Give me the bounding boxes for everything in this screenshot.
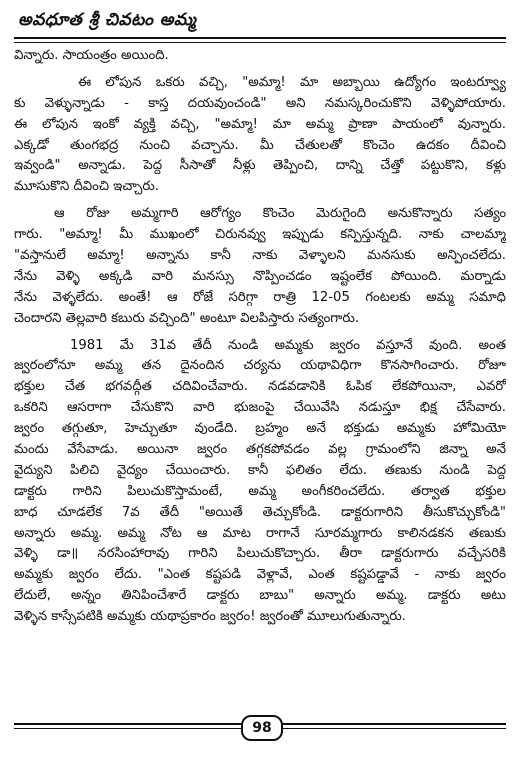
- text-line: మూసుకొని దీవించి ఇచ్చారు.: [14, 179, 159, 195]
- text-line: నేను వెళ్ళి అక్కడి వారి మనస్సు నొప్పించడం ఇష్టంలేక పోయింది. మర్నాడు: [14, 268, 506, 284]
- text-line: మందు వేసేవాడు. అయినా జ్వరం తగ్గకపోవడం వల్ల గ్రామంలోని జిన్నా అనే: [14, 442, 506, 458]
- text-line: డాక్టరు గారిని పిలుచుకొస్తామంటే, అమ్మ అంగీకరించలేదు. తర్వాత భక్తుల: [14, 483, 506, 499]
- text-line: గారు. "అమ్మా! మీ ముఖంలో చిరునవ్వు ఇప్పుడు కన్పిస్తున్నది. నాకు చాలమ్మా: [14, 227, 506, 243]
- page-footer: [14, 714, 506, 740]
- text-line: "వస్తానులే అమ్మా! అన్నాను కానీ నాకు వెళ్ళాలని మనసుకు అన్పించలేదు.: [14, 248, 506, 264]
- page-number: 98: [241, 715, 283, 741]
- text-line: ఈ లోపున ఒకరు వచ్చి, "అమ్మా! మా అబ్బాయి ఉద్యోగం ఇంటర్వ్యూ: [78, 74, 506, 90]
- text-line: జ్వరం తగ్గుతూ, హెచ్చుతూ వుండేది. బ్రహ్మం అనే భక్తుడు అమ్మకు హోమియో: [14, 421, 506, 437]
- paragraph: [14, 73, 506, 198]
- text-line: అమ్మకు జ్వరం లేదు. "ఎంత కష్టపడి వెళ్లావే, ఎంత కష్టపడ్డావే - నాకు జ్వరం: [14, 567, 506, 583]
- text-line: వెళ్ళిన కాస్సేపటికి అమ్మకు యథాప్రకారం జ్వరం! జ్వరంతో మూలుగుతున్నారు.: [14, 609, 406, 625]
- text-line: లేదులే, అన్నం తినిపించేశారే డాక్టరు బాబు" అన్నారు అమ్మ. డాక్టరు అటు: [14, 588, 506, 604]
- text-line: బాధ చూడలేక 7వ తేదీ "అయితే తెచ్చుకోండి. డాక్టరుగారిని తీసుకొచ్చుకోండి": [14, 504, 506, 520]
- text-line: వైద్యుని పిలిచి వైద్యం చేయించారు. కానీ ఫలితం లేదు. తణుకు నుండి పెద్ద: [14, 462, 506, 478]
- text-line: ఒకరిని ఆసరాగా చేసుకొని వారి భుజంపై చేయివేసి నడుస్తూ భిక్ష చేసేవారు.: [14, 400, 506, 416]
- text-line: భక్తుల చేత భగవద్గీత చదివించేవారు. నడవడానికి ఓపిక లేకపోయినా, ఎవరో: [14, 379, 506, 395]
- paragraph: [14, 204, 506, 329]
- paragraph: [14, 336, 506, 628]
- text-line: ఈ లోపున ఇంకో వ్యక్తి వచ్చి, "అమ్మా! మా అమ్మ ప్రాణా పాయంలో వున్నారు.: [14, 116, 506, 132]
- header-rule-thick: [14, 37, 506, 39]
- text-line: నేను వెళ్ళలేదు. అంతే! ఆ రోజే సరిగ్గా రాత్రి 12-05 గంటలకు అమ్మ సమాధి: [14, 289, 506, 305]
- text-line: ఆ రోజు అమ్మగారి ఆరోగ్యం కొంచెం మెరుగైంది అనుకొన్నారు సత్యం: [54, 206, 506, 222]
- text-line: వెళ్ళి డా॥ నరసింహారావు గారిని పిలుచుకొచ్చారు. తీరా డాక్టరుగారు వచ్చేసరికి: [14, 546, 506, 562]
- text-line: ఎక్కడో తుంగభద్ర నుంచి వచ్చాను. మీ చేతులతో కొంచెం ఉదకం దీవించి: [14, 137, 506, 153]
- text-line: చెందారని తెల్లవారి కబురు వచ్చింది" అంటూ విలపిస్తారు సత్యంగారు.: [14, 310, 360, 326]
- header-title: అవధూత శ్రీ చివటం అమ్మ: [18, 10, 197, 30]
- text-line: కు వెళ్ళున్నాడు - కాస్త దయవుంచండి" అని నమస్కరించుకొని వెళ్ళిపోయారు.: [14, 95, 506, 111]
- running-header: [14, 8, 506, 38]
- text-line: 1981 మే 31వ తేదీ నుండి అమ్మకు జ్వరం వస్తూనే వుంది. అంత: [70, 337, 506, 353]
- text-line: జ్వరంలోనూ అమ్మ తన దైనందిన చర్యను యథావిధిగా కొనసాగించారు. రోజూ: [14, 358, 506, 374]
- text-line: ఇవ్వండి" అన్నాడు. పెద్ద సీసాతో నీళ్లు తెప్పించి, దాన్ని చేత్తో పట్టుకొని, కళ్లు: [14, 158, 506, 174]
- text-line: అన్నారు అమ్మ. అమ్మ నోట ఆ మాట రాగానే సూరమ్మగారు కాలినడకన తణుకు: [14, 525, 506, 541]
- header-rule-thin: [14, 42, 506, 43]
- paragraph: [14, 46, 506, 67]
- text-line: విన్నారు. సాయంత్రం అయింది.: [14, 48, 169, 63]
- page-body: [14, 46, 506, 628]
